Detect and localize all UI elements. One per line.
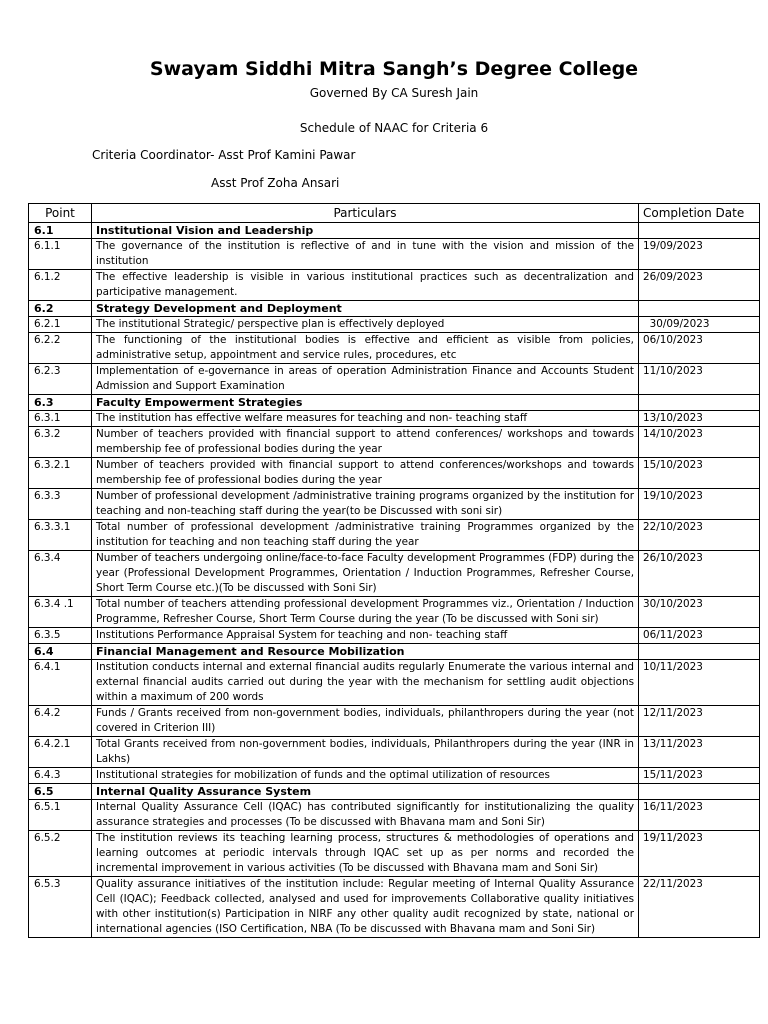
particulars-cell: The institution has effective welfare measures for teaching and non- teaching staff <box>92 411 639 427</box>
table-row <box>29 333 760 364</box>
point-cell: 6.5 <box>29 784 92 800</box>
section-row <box>29 784 760 800</box>
table-row <box>29 706 760 737</box>
header-point: Point <box>29 204 92 223</box>
point-cell: 6.3.2 <box>29 427 92 458</box>
table-row <box>29 270 760 301</box>
completion-date-cell <box>639 395 760 411</box>
table-row <box>29 628 760 644</box>
table-row <box>29 877 760 938</box>
coordinator-second-line: Asst Prof Zoha Ansari <box>211 176 340 190</box>
completion-date-cell: 15/10/2023 <box>639 458 760 489</box>
particulars-cell: Institutions Performance Appraisal System for teaching and non- teaching staff <box>92 628 639 644</box>
point-cell: 6.2 <box>29 301 92 317</box>
completion-date-cell: 19/11/2023 <box>639 831 760 877</box>
table-row <box>29 800 760 831</box>
table-row <box>29 831 760 877</box>
completion-date-cell: 26/09/2023 <box>639 270 760 301</box>
point-cell: 6.1 <box>29 223 92 239</box>
table-row <box>29 489 760 520</box>
table-row <box>29 427 760 458</box>
point-cell: 6.3.3.1 <box>29 520 92 551</box>
schedule-line: Schedule of NAAC for Criteria 6 <box>299 121 489 135</box>
point-cell: 6.4.2 <box>29 706 92 737</box>
completion-date-cell: 22/11/2023 <box>639 877 760 938</box>
particulars-cell: The functioning of the institutional bodies is effective and efficient as visible from policies, administrative setup, appointment and service rules, procedures, etc <box>92 333 639 364</box>
section-row <box>29 301 760 317</box>
point-cell: 6.3 <box>29 395 92 411</box>
completion-date-cell: 10/11/2023 <box>639 660 760 706</box>
particulars-cell: Number of teachers provided with financial support to attend conferences/ workshops and towards membership fee of professional bodies during the year <box>92 427 639 458</box>
completion-date-cell: 30/09/2023 <box>639 317 760 333</box>
table-row <box>29 597 760 628</box>
completion-date-cell: 30/10/2023 <box>639 597 760 628</box>
naac-schedule-table <box>28 203 760 938</box>
completion-date-cell <box>639 301 760 317</box>
completion-date-cell: 22/10/2023 <box>639 520 760 551</box>
point-cell: 6.2.3 <box>29 364 92 395</box>
particulars-cell: Total number of professional development /administrative training Programmes organized by the institution for teaching and non teaching staff during the year <box>92 520 639 551</box>
particulars-cell: The effective leadership is visible in various institutional practices such as decentralization and participative management. <box>92 270 639 301</box>
particulars-cell: Number of teachers provided with financial support to attend conferences/workshops and towards membership fee of professional bodies during the year <box>92 458 639 489</box>
particulars-cell: Number of professional development /administrative training programs organized by the institution for teaching and non-teaching staff during the year(to be Discussed with soni sir) <box>92 489 639 520</box>
completion-date-cell: 06/10/2023 <box>639 333 760 364</box>
particulars-cell: Total Grants received from non-government bodies, individuals, Philanthropers during the year (INR in Lakhs) <box>92 737 639 768</box>
table-row <box>29 660 760 706</box>
point-cell: 6.3.5 <box>29 628 92 644</box>
section-row <box>29 223 760 239</box>
particulars-cell: The institution reviews its teaching learning process, structures & methodologies of operations and learning outcomes at periodic intervals through IQAC set up as per norms and recorded the incremental improvement in various activities (To be discussed with Bhavana mam and Soni Sir) <box>92 831 639 877</box>
table-row <box>29 768 760 784</box>
table-row <box>29 458 760 489</box>
completion-date-cell: 12/11/2023 <box>639 706 760 737</box>
particulars-cell: Internal Quality Assurance System <box>92 784 639 800</box>
college-title: Swayam Siddhi Mitra Sangh’s Degree College <box>149 58 639 80</box>
particulars-cell: The governance of the institution is reflective of and in tune with the vision and mission of the institution <box>92 239 639 270</box>
table-row <box>29 364 760 395</box>
table-body <box>29 223 760 938</box>
particulars-cell: Strategy Development and Deployment <box>92 301 639 317</box>
completion-date-cell: 06/11/2023 <box>639 628 760 644</box>
completion-date-cell <box>639 223 760 239</box>
completion-date-cell: 15/11/2023 <box>639 768 760 784</box>
completion-date-cell: 16/11/2023 <box>639 800 760 831</box>
point-cell: 6.3.2.1 <box>29 458 92 489</box>
table-row <box>29 239 760 270</box>
point-cell: 6.2.2 <box>29 333 92 364</box>
particulars-cell: Funds / Grants received from non-government bodies, individuals, philanthropers during the year (not covered in Criterion III) <box>92 706 639 737</box>
table-row <box>29 317 760 333</box>
section-row <box>29 644 760 660</box>
particulars-cell: Financial Management and Resource Mobilization <box>92 644 639 660</box>
completion-date-cell: 19/10/2023 <box>639 489 760 520</box>
particulars-cell: Institution conducts internal and external financial audits regularly Enumerate the various internal and external financial audits carried out during the year with the mechanism for settling audit objections within a maximum of 200 words <box>92 660 639 706</box>
particulars-cell: Faculty Empowerment Strategies <box>92 395 639 411</box>
completion-date-cell: 13/11/2023 <box>639 737 760 768</box>
point-cell: 6.3.4 .1 <box>29 597 92 628</box>
point-cell: 6.5.1 <box>29 800 92 831</box>
point-cell: 6.4 <box>29 644 92 660</box>
table-row <box>29 411 760 427</box>
particulars-cell: Quality assurance initiatives of the institution include: Regular meeting of Internal Quality Assurance Cell (IQAC); Feedback collected, analysed and used for improvements Collaborative quality initiatives with other institution(s) Participation in NIRF any other quality audit recognized by state, national or international agencies (ISO Certification, NBA (To be discussed with Bhavana mam and Soni Sir) <box>92 877 639 938</box>
completion-date-cell: 13/10/2023 <box>639 411 760 427</box>
governed-by-line: Governed By CA Suresh Jain <box>309 86 479 100</box>
point-cell: 6.1.1 <box>29 239 92 270</box>
particulars-cell: Implementation of e-governance in areas of operation Administration Finance and Accounts Student Admission and Support Examination <box>92 364 639 395</box>
section-row <box>29 395 760 411</box>
criteria-coordinator-line: Criteria Coordinator- Asst Prof Kamini Pawar <box>92 148 356 162</box>
completion-date-cell: 26/10/2023 <box>639 551 760 597</box>
completion-date-cell <box>639 784 760 800</box>
particulars-cell: Internal Quality Assurance Cell (IQAC) has contributed significantly for institutionalizing the quality assurance strategies and processes (To be discussed with Bhavana mam and Soni Sir) <box>92 800 639 831</box>
point-cell: 6.3.4 <box>29 551 92 597</box>
completion-date-cell: 14/10/2023 <box>639 427 760 458</box>
completion-date-cell: 11/10/2023 <box>639 364 760 395</box>
point-cell: 6.4.1 <box>29 660 92 706</box>
point-cell: 6.5.2 <box>29 831 92 877</box>
particulars-cell: The institutional Strategic/ perspective plan is effectively deployed <box>92 317 639 333</box>
point-cell: 6.2.1 <box>29 317 92 333</box>
point-cell: 6.1.2 <box>29 270 92 301</box>
completion-date-cell <box>639 644 760 660</box>
particulars-cell: Institutional strategies for mobilization of funds and the optimal utilization of resources <box>92 768 639 784</box>
particulars-cell: Institutional Vision and Leadership <box>92 223 639 239</box>
point-cell: 6.4.2.1 <box>29 737 92 768</box>
header-particulars: Particulars <box>92 204 639 223</box>
point-cell: 6.5.3 <box>29 877 92 938</box>
point-cell: 6.3.3 <box>29 489 92 520</box>
point-cell: 6.4.3 <box>29 768 92 784</box>
table-row <box>29 737 760 768</box>
completion-date-cell: 19/09/2023 <box>639 239 760 270</box>
point-cell: 6.3.1 <box>29 411 92 427</box>
header-completion-date: Completion Date <box>639 204 760 223</box>
table-row <box>29 520 760 551</box>
table-header-row <box>29 204 760 223</box>
table-row <box>29 551 760 597</box>
particulars-cell: Total number of teachers attending professional development Programmes viz., Orientation / Induction Programme, Refresher Course, Short Term Course during the year (To be discussed with Soni sir) <box>92 597 639 628</box>
particulars-cell: Number of teachers undergoing online/face-to-face Faculty development Programmes (FDP) during the year (Professional Development Programmes, Orientation / Induction Programmes, Refresher Course, Short Term Course etc.)(To be discussed with Soni Sir) <box>92 551 639 597</box>
